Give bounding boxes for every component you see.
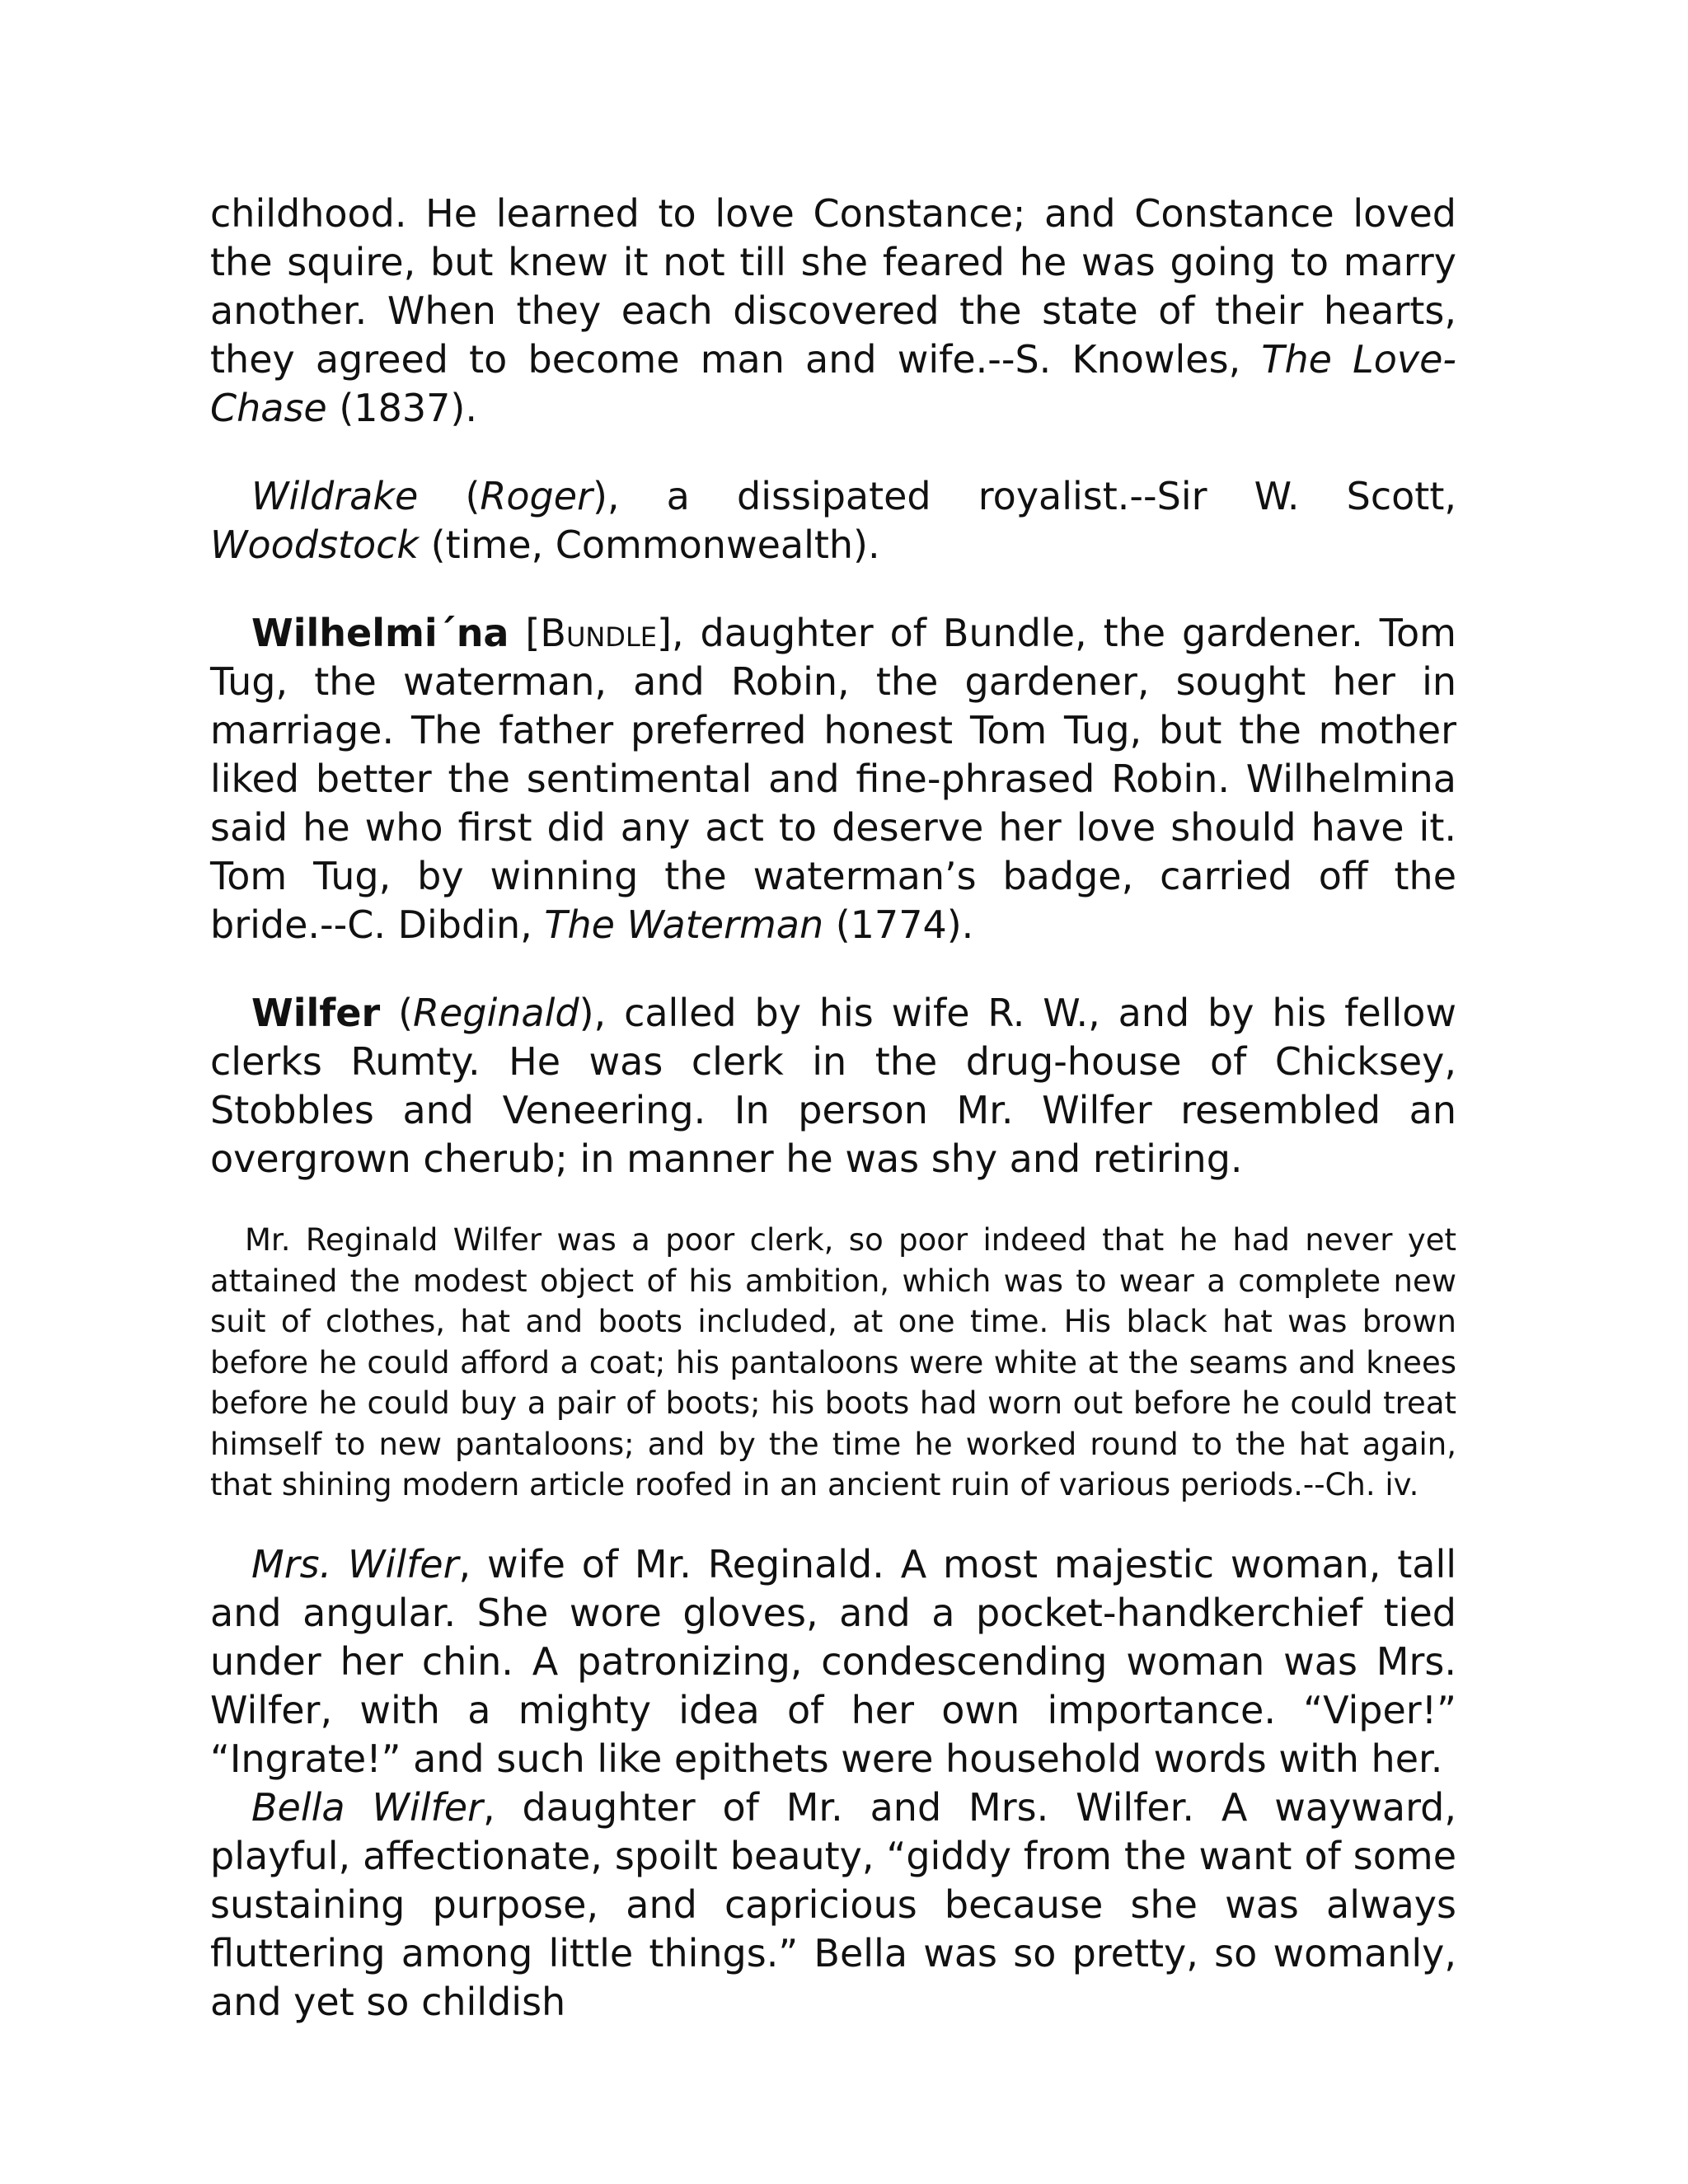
paragraph-gap — [210, 569, 1456, 609]
work-title: The Waterman — [544, 902, 824, 947]
entry-wilhelmina — [210, 609, 1456, 949]
entry-wildrake — [210, 472, 1456, 569]
entry-bracket-open: [ — [509, 611, 541, 655]
paragraph-love-chase — [210, 190, 1456, 433]
entry-tail: (1774). — [823, 902, 974, 947]
entry-open: ( — [380, 991, 414, 1035]
entry-text: , wife of Mr. Reginald. A most majestic woman, tall and angular. She wore gloves, and a pocket-handkerchief tied under her chin. A patronizing, condescending woman was Mrs. Wilfer, with a mighty idea of her own importance. “Viper!” “Ingrate!” and such like epithets were household words with her. — [210, 1541, 1457, 1781]
entry-bella-wilfer — [210, 1783, 1456, 2027]
entry-headword: Wilfer — [251, 991, 381, 1035]
entry-mrs-wilfer — [210, 1540, 1456, 1783]
entry-headword: Wilhelmi´na — [251, 611, 509, 655]
entry-text: , daughter of Mr. and Mrs. Wilfer. A wayward, playful, affectionate, spoilt beauty, “giddy from the want of some sustaining purpose, and capricious because she was always fluttering among little things.” Bella was so pretty, so womanly, and yet so childish — [210, 1784, 1456, 2024]
page-body — [210, 190, 1456, 2027]
paragraph-text: childhood. He learned to love Constance; and Constance loved the squire, but knew it not till she feared he was going to marry another. When they each discovered the state of their hearts, they agreed to become man and wife.--S. Knowles, — [210, 191, 1456, 382]
entry-given-name: Roger — [480, 474, 593, 518]
work-title: Woodstock — [210, 523, 420, 567]
entry-given-name: Reginald — [413, 991, 579, 1035]
entry-open: ( — [418, 474, 481, 518]
entry-text: ), a dissipated royalist.--Sir W. Scott, — [592, 474, 1456, 518]
entry-cross-reference: Bundle — [540, 611, 657, 655]
paragraph-gap — [210, 1183, 1456, 1220]
block-quote: Mr. Reginald Wilfer was a poor clerk, so poor indeed that he had never yet attained the modest object of his ambition, which was to wear a complete new suit of clothes, hat and boots included, at one time. His black hat was brown before he could afford a coat; his pantaloons were white at the seams and knees before he could buy a pair of boots; his boots had worn out before he could treat himself to new pantaloons; and by the time he worked round to the hat again, that shining modern article roofed in an ancient ruin of various periods.--Ch. iv. — [210, 1222, 1456, 1502]
entry-tail: (time, Commonwealth). — [419, 523, 880, 567]
entry-name: Wildrake — [251, 474, 419, 518]
paragraph-gap — [210, 1506, 1456, 1540]
paragraph-tail: (1837). — [326, 386, 477, 430]
entry-name: Mrs. Wilfer — [251, 1541, 459, 1586]
entry-text: ), called by his wife R. W., and by his fellow clerks Rumty. He was clerk in the drug-house of Chicksey, Stobbles and Veneering. In person Mr. Wilfer resembled an overgrown cherub; in manner he was shy and retiring. — [210, 991, 1456, 1181]
paragraph-gap — [210, 949, 1456, 989]
work-title: The Love-Chase — [210, 337, 1456, 430]
entry-name: Bella Wilfer — [251, 1784, 483, 1830]
entry-wilfer — [210, 989, 1456, 1183]
entry-text: ], daughter of Bundle, the gardener. Tom Tug, the waterman, and Robin, the gardener, sought her in marriage. The father preferred honest Tom Tug, but the mother liked better the sentimental and fine-phrased Robin. Wilhelmina said he who first did any act to deserve her love should have it. Tom Tug, by winning the waterman’s badge, carried off the bride.--C. Dibdin, — [210, 611, 1456, 947]
paragraph-gap — [210, 433, 1456, 472]
